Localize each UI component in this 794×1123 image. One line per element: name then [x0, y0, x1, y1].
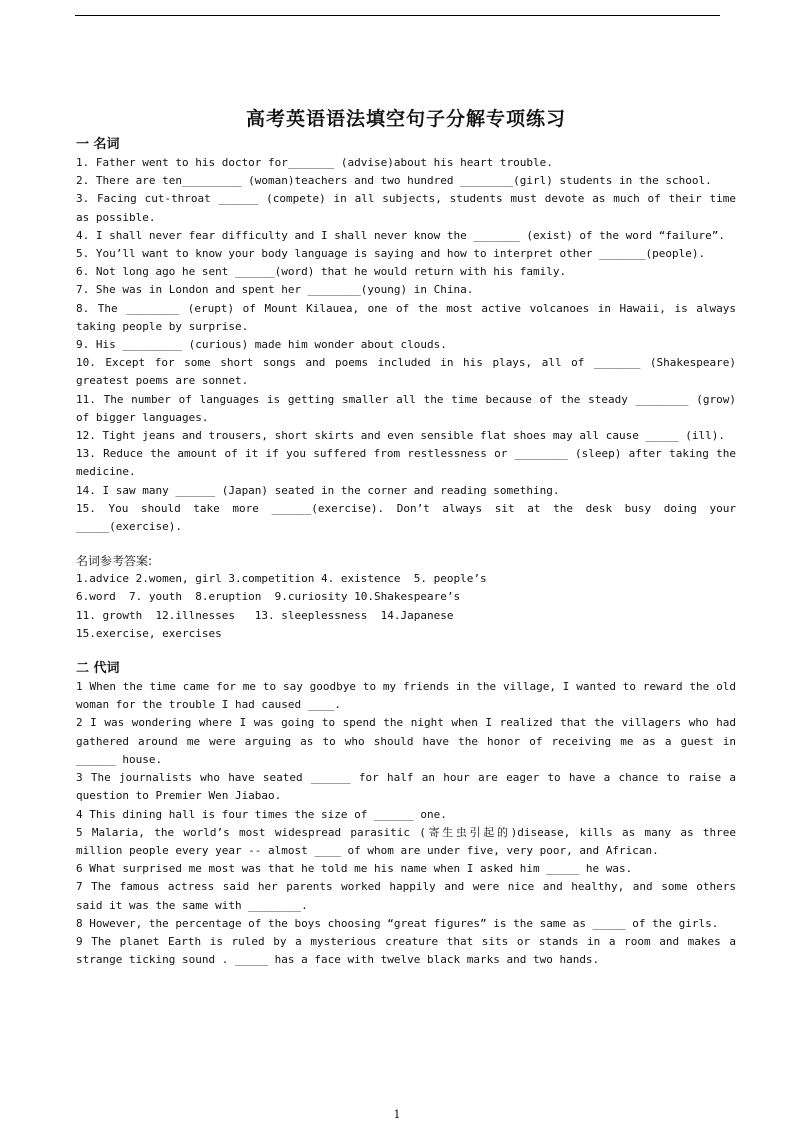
- section-spacer: [76, 643, 736, 659]
- question-item: 5 Malaria, the world’s most widespread parasitic (寄生虫引起的)disease, kills as many as three million people every year -- almost ____ of whom are under five, very poor, and African.: [76, 825, 743, 857]
- question-item: 1 When the time came for me to say goodbye to my friends in the village, I wanted to reward the old woman for the trouble I had caused ____.: [76, 680, 743, 712]
- question-item: 9. His _________ (curious) made him wonder about clouds.: [76, 338, 447, 352]
- question-item: 13. Reduce the amount of it if you suffered from restlessness or ________ (sleep) after taking the medicine.: [76, 447, 743, 479]
- answers-heading: 名词参考答案:: [76, 554, 153, 569]
- answer-line: 1.advice 2.women, girl 3.competition 4. existence 5. people’s: [76, 572, 487, 586]
- section-nouns: [76, 135, 743, 643]
- document-page: [76, 104, 743, 969]
- question-item: 6. Not long ago he sent ______(word) that he would return with his family.: [76, 265, 567, 279]
- document-title: 高考英语语法填空句子分解专项练习: [245, 108, 566, 130]
- question-item: 14. I saw many ______ (Japan) seated in the corner and reading something.: [76, 483, 560, 497]
- question-item: 11. The number of languages is getting smaller all the time because of the steady ________ (grow) of bigger languages.: [76, 392, 743, 424]
- question-item: 6 What surprised me most was that he told me his name when I asked him _____ he was.: [76, 862, 633, 876]
- question-item: 7. She was in London and spent her ________(young) in China.: [76, 283, 474, 297]
- question-item: 7 The famous actress said her parents worked happily and were nice and healthy, and some others said it was the same with ________.: [76, 880, 743, 912]
- question-item: 10. Except for some short songs and poems included in his plays, all of _______ (Shakespeare) greatest poems are sonnet.: [76, 356, 743, 388]
- question-item: 2 I was wondering where I was going to spend the night when I realized that the villagers who had gathered around me were arguing as to who should have the honor of receiving me as a guest in ______ house.: [76, 716, 743, 766]
- question-item: 12. Tight jeans and trousers, short skirts and even sensible flat shoes may all cause _____ (ill).: [76, 429, 726, 443]
- question-item: 2. There are ten_________ (woman)teachers and two hundred ________(girl) students in the school.: [76, 174, 712, 188]
- question-item: 3. Facing cut-throat ______ (compete) in all subjects, students must devote as much of their time as possible.: [76, 192, 743, 224]
- answer-line: 15.exercise, exercises: [76, 626, 222, 640]
- answer-line: 6.word 7. youth 8.eruption 9.curiosity 10.Shakespeare’s: [76, 590, 461, 604]
- question-item: 5. You’ll want to know your body language is saying and how to interpret other _______(people).: [76, 247, 706, 261]
- question-item: 8 However, the percentage of the boys choosing “great figures” is the same as _____ of the girls.: [76, 916, 719, 930]
- question-item: 4 This dining hall is four times the size of ______ one.: [76, 807, 447, 821]
- answer-line: 11. growth 12.illnesses 13. sleeplessness 14.Japanese: [76, 608, 454, 622]
- section-heading: 一 名词: [76, 137, 120, 152]
- question-item: 8. The ________ (erupt) of Mount Kilauea, one of the most active volcanoes in Hawaii, is always taking people by surprise.: [76, 301, 743, 333]
- question-item: 4. I shall never fear difficulty and I shall never know the _______ (exist) of the word “failure”.: [76, 228, 726, 242]
- page-number: 1: [393, 1108, 401, 1121]
- header-rule: [75, 15, 720, 16]
- question-item: 15. You should take more ______(exercise). Don’t always sit at the desk busy doing your _____(exercise).: [76, 501, 743, 534]
- question-item: 9 The planet Earth is ruled by a mysterious creature that sits or stands in a room and makes a strange ticking sound . _____ has a face with twelve black marks and two hands.: [76, 934, 743, 967]
- question-item: 3 The journalists who have seated ______ for half an hour are eager to have a chance to raise a question to Premier Wen Jiabao.: [76, 771, 743, 803]
- section-heading: 二 代词: [76, 661, 120, 677]
- section-pronouns: [76, 659, 743, 969]
- question-item: 1. Father went to his doctor for_______ (advise)about his heart trouble.: [76, 156, 553, 169]
